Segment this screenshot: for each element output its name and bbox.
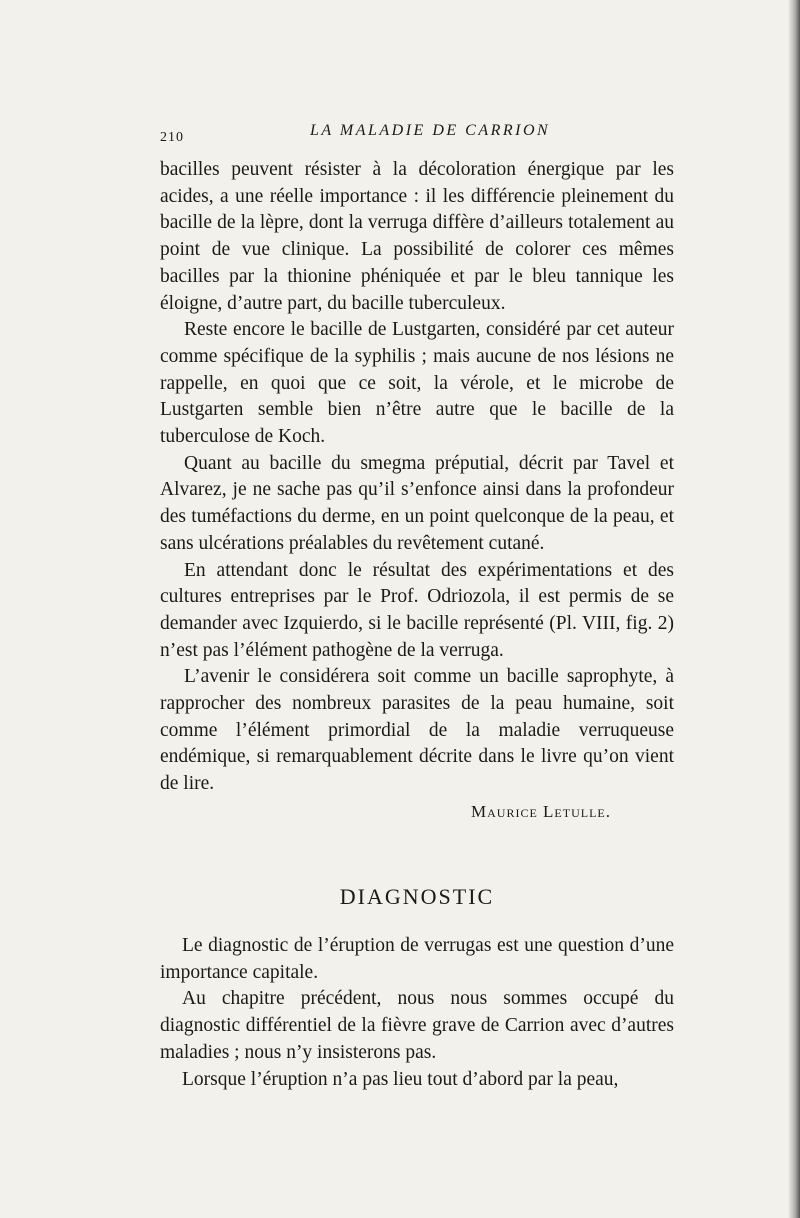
author-signature: Maurice Letulle. (471, 802, 611, 821)
page-number: 210 (160, 130, 184, 145)
paragraph: L’avenir le considérera soit comme un bacille saprophyte, à rapprocher des nombreux parasites de la peau humaine, soit comme l’élément primordial de la maladie verruqueuse endémique, si remarquablement décrite dans le livre qu’on vient de lire. (160, 666, 674, 795)
paragraph: Quant au bacille du smegma préputial, décrit par Tavel et Alvarez, je ne sache pas qu’il s’enfonce ainsi dans la profondeur des tuméfactions du derme, en un point quelconque de la peau, et sans ulcérations préalables du revêtement cutané. (160, 452, 674, 554)
page-edge-shadow (788, 0, 800, 1218)
paragraph: Reste encore le bacille de Lustgarten, considéré par cet auteur comme spécifique de la syphilis ; mais aucune de nos lésions ne rappelle, en quoi que ce soit, la vérole, et le microbe de Lustgarten semble bien n’être autre que le bacille de la tuberculose de Koch. (160, 319, 674, 448)
section-text (160, 933, 674, 1093)
section-heading: DIAGNOSTIC (339, 884, 495, 909)
paragraph: Le diagnostic de l’éruption de verrugas est une question d’une importance capitale. (160, 935, 674, 983)
paragraph: Au chapitre précédent, nous nous sommes occupé du diagnostic différentiel de la fièvre grave de Carrion avec d’autres maladies ; nous n’y insisterons pas. (160, 988, 674, 1063)
body-text (160, 157, 674, 798)
paragraph: Lorsque l’éruption n’a pas lieu tout d’abord par la peau, (182, 1068, 619, 1090)
paragraph: En attendant donc le résultat des expérimentations et des cultures entreprises par le Prof. Odriozola, il est permis de se demander avec Izquierdo, si le bacille représenté (Pl. VIII, fig. 2) n’est pas l’élément pathogène de la verruga. (160, 559, 674, 661)
running-header (160, 122, 672, 152)
running-title: LA MALADIE DE CARRION (310, 122, 551, 139)
paragraph: bacilles peuvent résister à la décoloration énergique par les acides, a une réelle importance : il les différencie pleinement du bacille de la lèpre, dont la verruga diffère d’ailleurs totalement au point de vue clinique. La possibilité de colorer ces mêmes bacilles par la thionine phéniquée et par le bleu tannique les éloigne, d’autre part, du bacille tuberculeux. (160, 159, 674, 314)
